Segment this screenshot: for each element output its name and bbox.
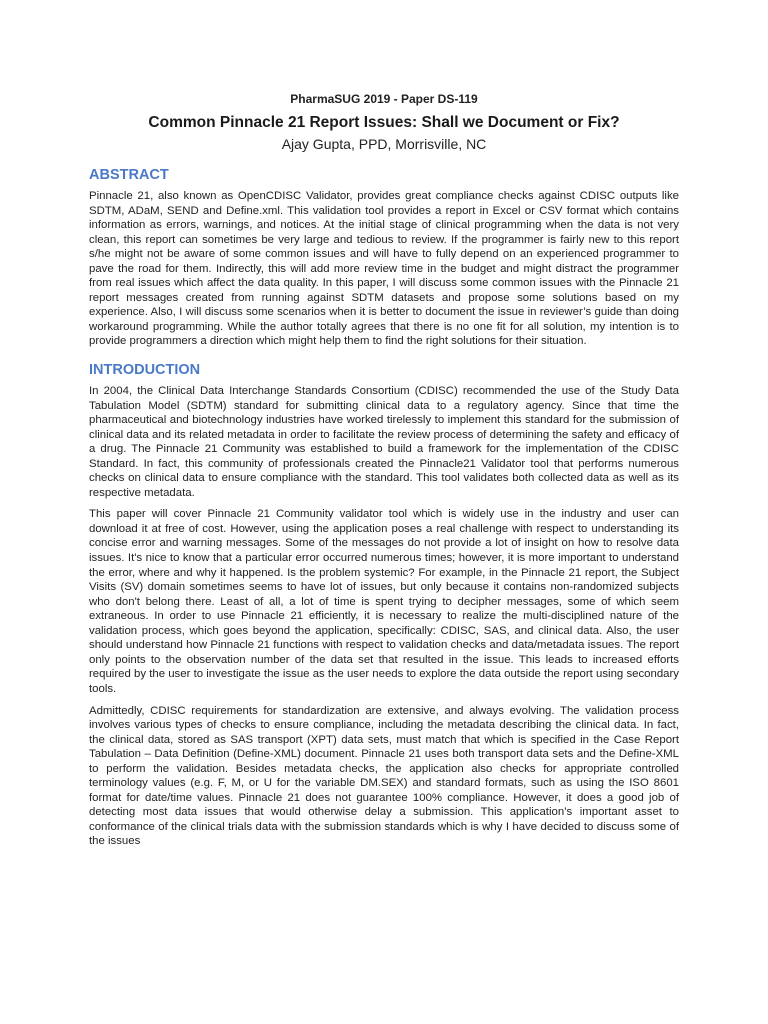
abstract-paragraph: Pinnacle 21, also known as OpenCDISC Validator, provides great compliance checks against CDISC outputs like SDTM, ADaM, SEND and Define.xml. This validation tool provides a report in Excel or CSV format which contains information as errors, warnings, and notices. At the initial stage of clinical programming when the data is not very clean, this report can sometimes be very large and tedious to review. If the programmer is fairly new to this report s/he might not be aware of some common issues and will have to fully depend on an experienced programmer to pave the road for them. Indirectly, this will add more review time in the budget and might distract the programmer from real issues which affect the data quality. In this paper, I will discuss some common issues with the Pinnacle 21 report messages created from running against SDTM datasets and propose some solutions based on my experience. Also, I will discuss some scenarios when it is better to document the issue in reviewer’s guide than doing workaround programming. While the author totally agrees that there is no one fit for all solution, my intention is to provide programmers a direction which might help them to find the right solutions for their situation. (89, 190, 679, 348)
introduction-heading: INTRODUCTION (89, 362, 201, 379)
introduction-paragraph-2: This paper will cover Pinnacle 21 Community validator tool which is widely use in the industry and user can download it at free of cost. However, using the application poses a real challenge with respect to understanding its concise error and warning messages. Some of the messages do not provide a lot of insight on how to resolve data issues. It's nice to know that a particular error occurred numerous times; however, it is more important to understand the error, where and why it happened. Is the problem systemic? For example, in the Pinnacle 21 report, the Subject Visits (SV) domain sometimes seems to have lot of issues, but only because it contains non-randomized subjects who don't belong there. Least of all, a lot of time is spent trying to decipher messages, some of which seem extraneous. In order to use Pinnacle 21 efficiently, it is necessary to realize the multi-disciplined nature of the validation process, which goes beyond the application, specifically: CDISC, SAS, and clinical data. Also, the user should understand how Pinnacle 21 functions with respect to validation checks and data/metadata issues. The report only points to the observation number of the data set that resulted in the issue. This leads to increased efforts required by the user to investigate the issue as the user needs to explore the data outside the report using secondary tools. (89, 508, 679, 695)
paper-page (89, 92, 679, 849)
conference-label: PharmaSUG 2019 - Paper DS-119 (290, 92, 478, 106)
paper-title: Common Pinnacle 21 Report Issues: Shall we Document or Fix? (148, 114, 620, 131)
introduction-paragraph-3: Admittedly, CDISC requirements for standardization are extensive, and always evolving. The validation process involves various types of checks to ensure compliance, including the metadata describing the clinical data. In fact, the clinical data, stored as SAS transport (XPT) data sets, must match that which is specified in the Case Report Tabulation – Data Definition (Define-XML) document. Pinnacle 21 uses both transport data sets and the Define-XML to perform the validation. Besides metadata checks, the application also checks for appropriate controlled terminology values (e.g. F, M, or U for the variable DM.SEX) and standard formats, such as using the ISO 8601 format for date/time values. Pinnacle 21 does not guarantee 100% compliance. However, it does a good job of detecting most data issues that would otherwise delay a submission. This application’s important asset to conformance of the clinical trials data with the submission standards which is why I have decided to discuss some of the issues (89, 704, 679, 848)
abstract-heading: ABSTRACT (89, 167, 169, 183)
author-line: Ajay Gupta, PPD, Morrisville, NC (281, 136, 487, 152)
introduction-paragraph-1: In 2004, the Clinical Data Interchange Standards Consortium (CDISC) recommended the use of the Study Data Tabulation Model (SDTM) standard for submitting clinical data to a regulatory agency. Since that time the pharmaceutical and biotechnology industries have worked tirelessly to implement this standard for the submission of clinical data and its related metadata in order to facilitate the review process of determining the safety and efficacy of a drug. The Pinnacle 21 Community was established to build a framework for the implementation of the CDISC Standard. In fact, this community of professionals created the Pinnacle21 Validator tool that performs numerous checks on clinical data to ensure compliance with the standard. This tool validates both collected data as well as its respective metadata. (89, 385, 679, 499)
